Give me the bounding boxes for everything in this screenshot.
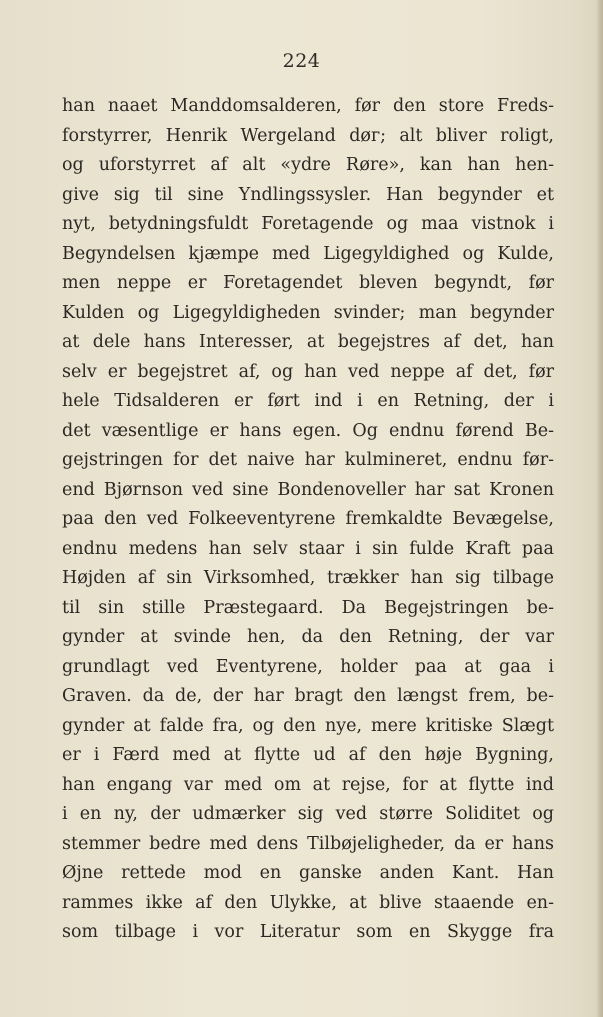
body-text (62, 92, 554, 948)
text-line: til sin stille Præstegaard. Da Begejstringen be- (62, 597, 554, 618)
text-line: er i Færd med at flytte ud af den høje Bygning, (62, 745, 554, 765)
text-line: Graven. da de, der har bragt den længst frem, be- (62, 686, 554, 706)
text-line: Øjne rettede mod en ganske anden Kant. Han (62, 863, 554, 883)
text-line: og uforstyrret af alt «ydre Røre», kan han hen- (62, 155, 554, 175)
text-line: gejstringen for det naive har kulmineret, endnu før- (62, 450, 554, 470)
text-line: nyt, betydningsfuldt Foretagende og maa vistnok i (62, 214, 554, 234)
text-line: gynder at falde fra, og den nye, mere kritiske Slægt (62, 715, 554, 736)
text-line: gynder at svinde hen, da den Retning, der var (62, 627, 554, 647)
text-line: rammes ikke af den Ulykke, at blive staaende en- (62, 892, 554, 913)
text-line: han naaet Manddomsalderen, før den store Freds- (62, 96, 554, 116)
text-line: at dele hans Interesser, at begejstres af det, han (62, 332, 554, 352)
text-line: stemmer bedre med dens Tilbøjeligheder, da er hans (62, 833, 554, 854)
text-line: selv er begejstret af, og han ved neppe af det, før (62, 361, 554, 382)
text-line: forstyrrer, Henrik Wergeland døг; alt bliver roligt, (62, 125, 554, 146)
text-line: end Bjørnson ved sine Bondenoveller har sat Kronen (62, 479, 554, 500)
text-line: give sig til sine Yndlingssysler. Han begynder et (62, 184, 554, 205)
text-line: han engang var med om at rejse, for at flytte ind (62, 774, 554, 795)
text-line: det væsentlige er hans egen. Og endnu førend Be- (62, 420, 554, 441)
text-line: i en ny, der udmærker sig ved større Soliditet og (62, 804, 554, 824)
text-line: Begyndelsen kjæmpe med Ligegyldighed og Kulde, (62, 243, 554, 264)
page-number: 224 (282, 50, 321, 72)
text-line: hele Tidsalderen er ført ind i en Retning, der i (62, 391, 554, 411)
text-line: men neppe er Foretagendet bleven begyndt, før (62, 273, 554, 293)
page-edge-shadow (597, 0, 603, 1017)
text-line: som tilbage i vor Literatur som en Skygge fra (62, 922, 554, 942)
text-line: Højden af sin Virksomhed, trækker han sig tilbage (62, 568, 554, 588)
text-line: paa den ved Folkeeventyrene fremkaldte Bevægelse, (62, 509, 554, 529)
text-line: endnu medens han selv staar i sin fulde Kraft paa (62, 538, 554, 559)
text-line: Kulden og Ligegyldigheden svinder; man begynder (62, 302, 554, 323)
text-line: grundlagt ved Eventyrene, holder paa at gaa i (62, 656, 554, 677)
